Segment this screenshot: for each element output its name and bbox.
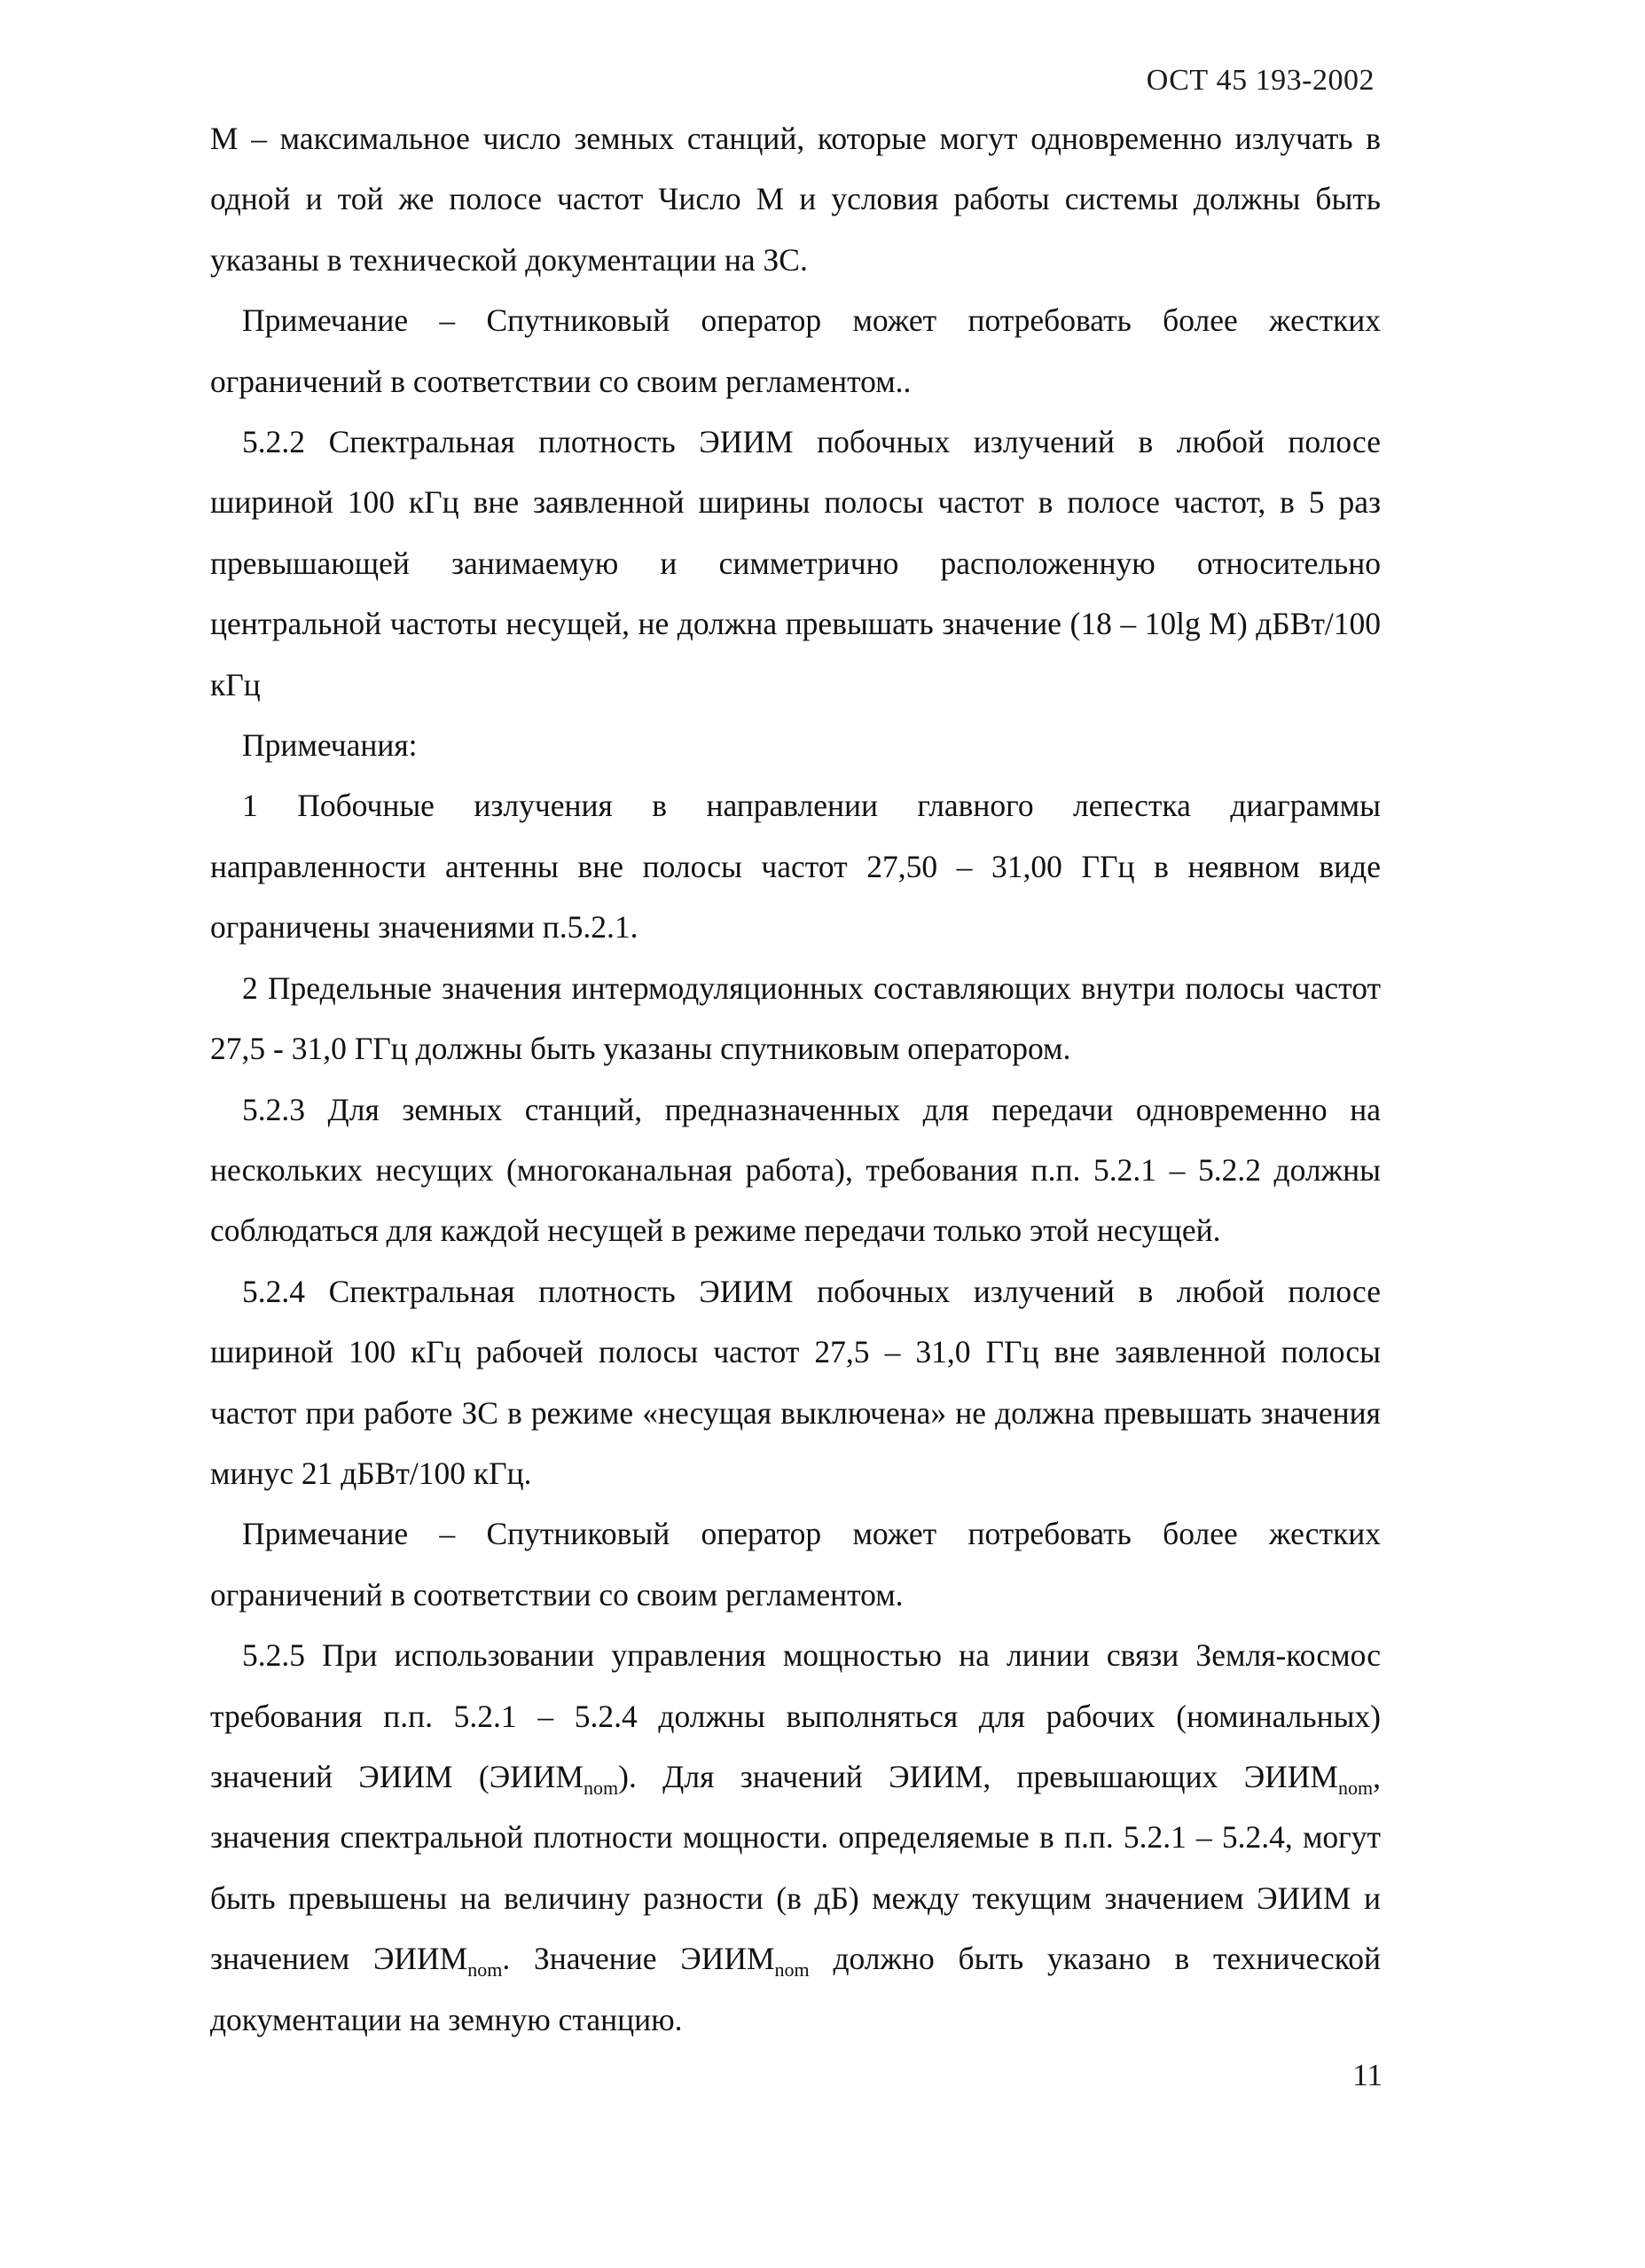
notes-heading: Примечания: [242, 727, 418, 764]
paragraph-5-2-5 [210, 1625, 1381, 2050]
paragraph-5-2-5-text: , значения спектральной плотности мощности. определяемые в п.п. 5.2.1 – 5.2.4, могут быть превышены на величину разности (в дБ) между текущим значением ЭИИМ и значением ЭИИМ [210, 1758, 1381, 1977]
note-operator-restrictions: Примечание – Спутниковый оператор может потребовать более жестких ограничений в соответствии со своим регламентом.. [210, 302, 1381, 399]
subscript-nom: nom [584, 1777, 619, 1800]
note-operator-restrictions-2: Примечание – Спутниковый оператор может потребовать более жестких ограничений в соответствии со своим регламентом. [210, 1516, 1381, 1613]
paragraph-5-2-3: 5.2.3 Для земных станций, предназначенных для передачи одновременно на нескольких несущих (многоканальная работа), требования п.п. 5.2.1 – 5.2.2 должны соблюдаться для каждой несущей в режиме передачи только этой несущей. [210, 1091, 1381, 1249]
subscript-nom: nom [1337, 1777, 1374, 1800]
document-code-header: ОСТ 45 193-2002 [1146, 64, 1375, 97]
paragraph-5-2-5-text: 5.2.5 При использовании управления мощностью на линии связи Земля-космос требования п.п. 5.2.1 – 5.2.4 должны выполняться для рабочих (номинальных) значений ЭИИМ (ЭИИМ [210, 1637, 1381, 1794]
paragraph-5-2-5-text: . Значение ЭИИМ [502, 1941, 775, 1977]
paragraph-5-2-4: 5.2.4 Спектральная плотность ЭИИМ побочных излучений в любой полосе шириной 100 кГц рабочей полосы частот 27,5 – 31,0 ГГц вне заявленной полосы частот при работе ЗС в режиме «несущая выключена» не должна превышать значения минус 21 дБВт/100 кГц. [210, 1273, 1381, 1491]
subscript-nom: nom [774, 1958, 810, 1982]
page-number: 11 [1352, 2058, 1383, 2092]
note-1-spurious-emissions: 1 Побочные излучения в направлении главного лепестка диаграммы направленности антенны вне полосы частот 27,50 – 31,00 ГГц в неявном виде ограничены значениями п.5.2.1. [210, 788, 1381, 946]
paragraph-5-2-2: 5.2.2 Спектральная плотность ЭИИМ побочных излучений в любой полосе шириной 100 кГц вне заявленной ширины полосы частот в полосе частот, в 5 раз превышающей занимаемую и симметрично расположенную относительно центральной частоты несущей, не должна превышать значение (18 – 10lg M) дБВт/100 кГц [210, 424, 1381, 702]
subscript-nom: nom [467, 1958, 503, 1982]
paragraph-5-2-5-text: должно быть указано в технической документации на земную станцию. [210, 1941, 1381, 2037]
paragraph-5-2-5-text: ). Для значений ЭИИМ, превышающих ЭИИМ [618, 1758, 1338, 1794]
paragraph-m-definition: М – максимальное число земных станций, которые могут одновременно излучать в одной и той же полосе частот Число М и условия работы системы должны быть указаны в технической документации на ЗС. [210, 121, 1381, 278]
note-2-intermodulation: 2 Предельные значения интермодуляционных составляющих внутри полосы частот 27,5 - 31,0 ГГц должны быть указаны спутниковым оператором. [210, 969, 1381, 1067]
document-body [210, 108, 1381, 2050]
